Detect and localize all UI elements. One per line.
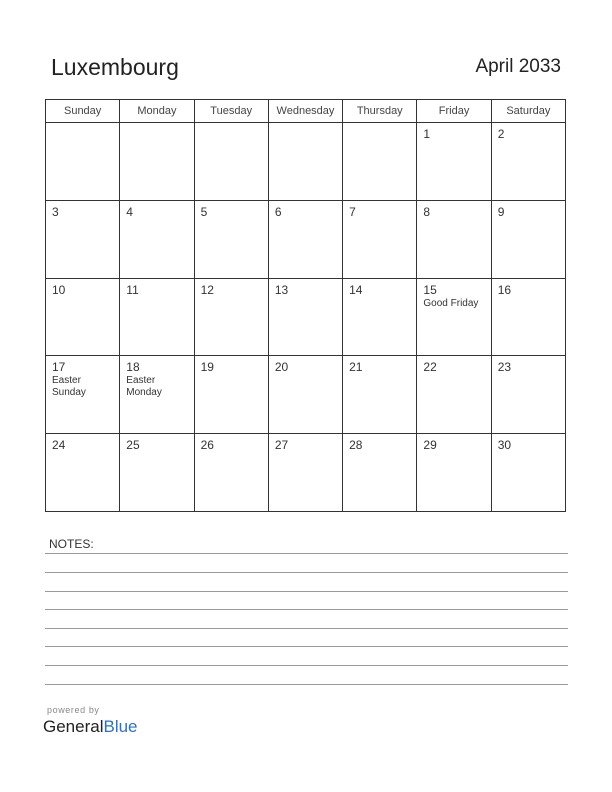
- calendar-body: [46, 123, 566, 512]
- calendar-day-cell: [491, 356, 565, 434]
- note-line: [45, 553, 568, 554]
- weekday-header: Friday: [417, 100, 491, 123]
- weekday-header: Saturday: [491, 100, 565, 123]
- day-number: 11: [126, 282, 139, 297]
- day-number: 17: [52, 360, 66, 375]
- day-number: 27: [274, 438, 289, 453]
- day-number: 20: [274, 360, 289, 375]
- calendar-day-cell: [120, 356, 194, 434]
- calendar-grid: [45, 99, 566, 512]
- holiday-label: Good Friday: [423, 297, 479, 309]
- day-number: 14: [349, 282, 363, 297]
- day-number: 30: [497, 438, 512, 453]
- calendar-day-cell: [120, 200, 194, 278]
- day-number: 13: [274, 282, 289, 297]
- notes-label: NOTES:: [49, 537, 94, 551]
- note-line: [45, 665, 568, 666]
- note-line: [45, 609, 568, 610]
- day-number: 3: [52, 204, 59, 219]
- calendar-country-title: Luxembourg: [51, 54, 179, 80]
- day-number: 15: [423, 282, 437, 297]
- weekday-header: Sunday: [46, 100, 120, 123]
- note-line: [45, 646, 568, 647]
- calendar-day-cell: [120, 123, 194, 201]
- calendar-day-cell: [268, 123, 342, 201]
- brand-general: General: [43, 717, 104, 736]
- note-line: [45, 628, 568, 629]
- calendar-day-cell: [343, 434, 417, 512]
- weekday-header-row: [46, 100, 566, 123]
- weekday-header: Thursday: [343, 100, 417, 123]
- calendar-day-cell: [491, 278, 565, 356]
- day-number: 2: [497, 127, 505, 141]
- day-number: 28: [349, 438, 363, 453]
- day-number: 21: [349, 360, 363, 375]
- calendar-day-cell: [194, 200, 268, 278]
- calendar-week-row: [46, 356, 566, 434]
- calendar-week-row: [46, 278, 566, 356]
- note-line: [45, 591, 568, 592]
- day-number: 12: [200, 282, 214, 297]
- calendar-day-cell: [268, 200, 342, 278]
- calendar-day-cell: [343, 200, 417, 278]
- calendar-day-cell: [46, 356, 120, 434]
- day-number: 10: [52, 282, 66, 297]
- generalblue-logo: [43, 717, 138, 737]
- day-number: 26: [200, 438, 214, 453]
- calendar-day-cell: [417, 200, 491, 278]
- day-number: 22: [423, 360, 437, 375]
- calendar-day-cell: [343, 278, 417, 356]
- day-number: 29: [423, 438, 437, 453]
- calendar-day-cell: [417, 356, 491, 434]
- day-number: 7: [349, 204, 356, 219]
- holiday-label: Easter Monday: [126, 375, 162, 399]
- calendar-month-title: April 2033: [475, 56, 561, 77]
- day-number: 23: [497, 360, 512, 375]
- calendar-day-cell: [46, 200, 120, 278]
- day-number: 25: [126, 438, 140, 453]
- calendar-day-cell: [194, 123, 268, 201]
- calendar-day-cell: [120, 278, 194, 356]
- calendar-day-cell: [491, 123, 565, 201]
- brand-blue: Blue: [103, 717, 138, 736]
- day-number: 5: [200, 204, 208, 219]
- holiday-label: Easter Sunday: [52, 375, 86, 399]
- calendar-day-cell: [417, 123, 491, 201]
- calendar-week-row: [46, 434, 566, 512]
- note-line: [45, 572, 568, 573]
- day-number: 4: [126, 204, 133, 219]
- day-number: 18: [126, 360, 140, 375]
- calendar-day-cell: [268, 434, 342, 512]
- weekday-header: Tuesday: [194, 100, 268, 123]
- calendar-day-cell: [491, 434, 565, 512]
- calendar-day-cell: [194, 278, 268, 356]
- weekday-header: Wednesday: [268, 100, 342, 123]
- calendar-day-cell: [491, 200, 565, 278]
- calendar-day-cell: [343, 123, 417, 201]
- calendar-day-cell: [120, 434, 194, 512]
- day-number: 8: [423, 204, 431, 219]
- calendar-day-cell: [194, 434, 268, 512]
- note-line: [45, 684, 568, 685]
- day-number: 24: [52, 438, 66, 453]
- powered-by-text: powered by: [47, 705, 100, 715]
- day-number: 9: [497, 204, 505, 219]
- calendar-day-cell: [46, 278, 120, 356]
- calendar-day-cell: [268, 278, 342, 356]
- day-number: 16: [497, 282, 512, 297]
- calendar-day-cell: [417, 434, 491, 512]
- calendar-day-cell: [417, 278, 491, 356]
- calendar-day-cell: [268, 356, 342, 434]
- day-number: 1: [423, 127, 431, 141]
- calendar-day-cell: [46, 434, 120, 512]
- day-number: 19: [200, 360, 214, 375]
- calendar-week-row: [46, 123, 566, 201]
- calendar-day-cell: [46, 123, 120, 201]
- calendar-day-cell: [194, 356, 268, 434]
- calendar-week-row: [46, 200, 566, 278]
- weekday-header: Monday: [120, 100, 194, 123]
- calendar-day-cell: [343, 356, 417, 434]
- day-number: 6: [274, 204, 282, 219]
